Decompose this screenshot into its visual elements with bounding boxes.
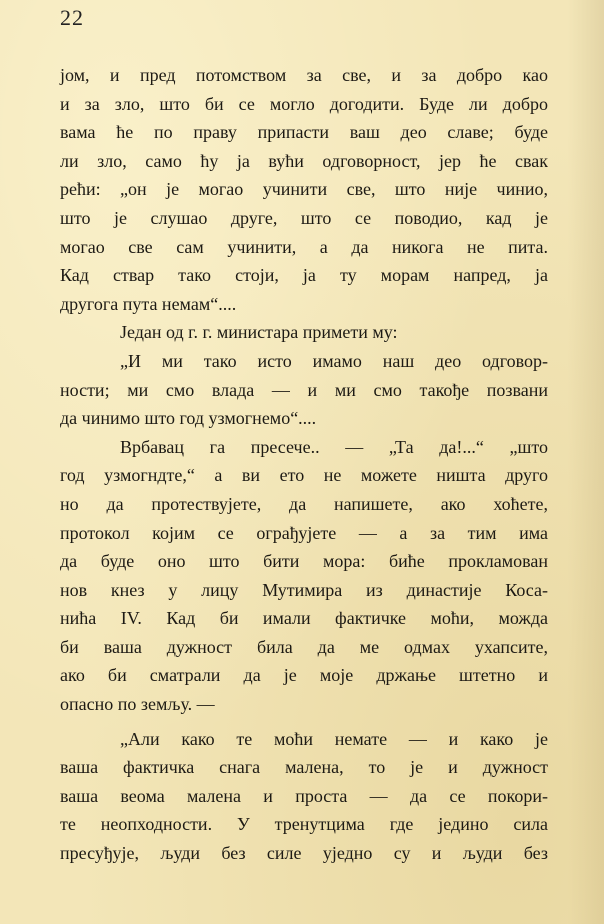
text-line: опасно по земљу. — xyxy=(60,694,215,715)
text-line: ваша веома малена и проста — да се покори- xyxy=(60,785,548,806)
text-line: вама ће по праву припасти ваш део славе; буде xyxy=(60,122,548,143)
text-line: ако би сматрали да је моје држање штетно и xyxy=(60,665,548,686)
text-line: нића IV. Кад би имали фактичке моћи, можда xyxy=(60,608,548,629)
text-line: јом, и пред потомством за све, и за добро као xyxy=(60,65,548,85)
page-number: 22 xyxy=(60,5,84,30)
text-line: да буде оно што бити мора: биће прокламован xyxy=(60,551,548,572)
text-line: год узмогндте,“ а ви ето не можете ништа друго xyxy=(60,465,548,486)
text-line: „Али како те моћи немате — и како је xyxy=(120,728,548,749)
text-line: да чинимо што год узмогнемо“.... xyxy=(60,408,317,429)
text-line: Један од г. г. министара примети му: xyxy=(120,322,398,343)
text-line: што је слушао друге, што се поводио, кад је xyxy=(60,207,548,228)
text-line: рећи: „он је могао учинити све, што није чинио, xyxy=(60,179,548,200)
text-line: би ваша дужност била да ме одмах ухапсите, xyxy=(60,636,548,657)
text-line: и за зло, што би се могло догодити. Буде ли добро xyxy=(60,93,548,114)
text-line: те неопходности. У тренутцима где једино сила xyxy=(60,814,548,835)
text-line: Кад ствар тако стоји, ја ту морам напред, ја xyxy=(60,265,548,286)
text-line: ли зло, само ћу ја вући одговорност, јер ће свак xyxy=(60,150,548,171)
text-line: ваша фактичка снага малена, то је и дужност xyxy=(60,757,548,778)
body-text xyxy=(60,61,548,868)
text-line: „И ми тако исто имамо наш део одговор- xyxy=(120,350,548,371)
text-line: могао све сам учинити, а да никога не пита. xyxy=(60,236,548,257)
text-line: Врбавац га пресече.. — „Та да!...“ „што xyxy=(120,436,548,457)
text-line: другога пута немам“.... xyxy=(60,293,237,314)
text-line: протокол којим се ограђујете — а за тим има xyxy=(60,522,548,543)
text-line: ности; ми смо влада — и ми смо такође позвани xyxy=(60,379,548,400)
text-line: нов кнез у лицу Мутимира из династије Коса- xyxy=(60,579,548,600)
text-line: но да протествујете, да напишете, ако хоћете, xyxy=(60,493,548,514)
text-line: пресуђује, људи без силе уједно су и људи без xyxy=(60,843,548,864)
